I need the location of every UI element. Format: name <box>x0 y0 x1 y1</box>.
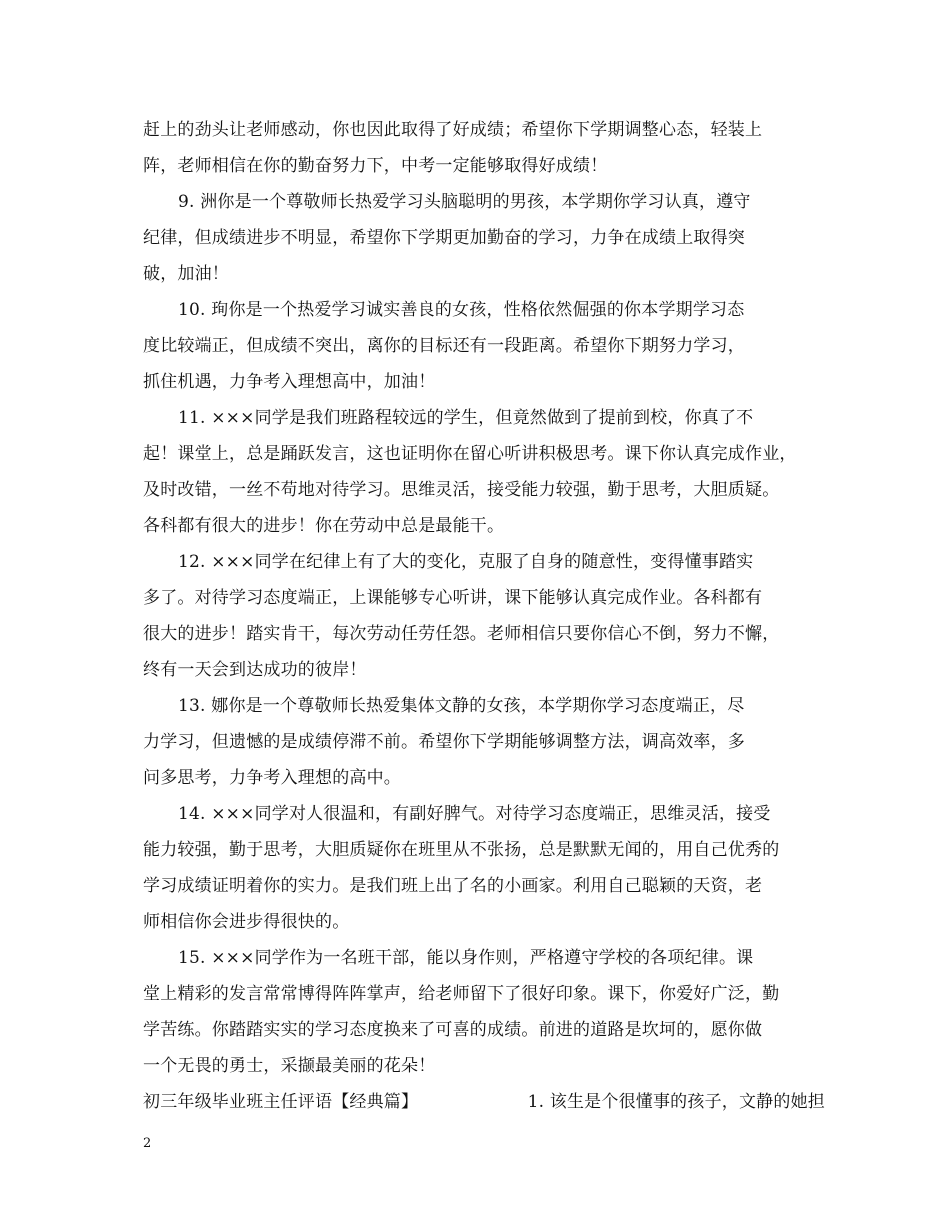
paragraph-line: 纪律，但成绩进步不明显，希望你下学期更加勤奋的学习，力争在成绩上取得突 <box>143 228 745 248</box>
paragraph-line: 破，加油！ <box>143 264 229 284</box>
paragraph-line: 学苦练。你踏踏实实的学习态度换来了可喜的成绩。前进的道路是坎坷的，愿你做 <box>143 1020 763 1040</box>
paragraph-line: 12. ×××同学在纪律上有了大的变化，克服了自身的随意性，变得懂事踏实 <box>178 552 754 572</box>
section-heading-line <box>143 1084 825 1120</box>
paragraph-line: 起！课堂上，总是踊跃发言，这也证明你在留心听讲积极思考。课下你认真完成作业， <box>143 444 797 464</box>
page-number: 2 <box>143 1136 152 1151</box>
paragraph-line: 很大的进步！踏实肯干，每次劳动任劳任怨。老师相信只要你信心不倒，努力不懈， <box>143 624 780 644</box>
paragraph-line: 10. 珣你是一个热爱学习诚实善良的女孩，性格依然倔强的你本学期学习态 <box>178 300 745 320</box>
section-heading-continuation: 1. 该生是个很懂事的孩子，文静的她担 <box>527 1092 825 1112</box>
paragraph-line: 度比较端正，但成绩不突出，离你的目标还有一段距离。希望你下期努力学习， <box>143 336 745 356</box>
paragraph-line: 14. ×××同学对人很温和，有副好脾气。对待学习态度端正，思维灵活，接受 <box>178 804 771 824</box>
section-heading: 初三年级毕业班主任评语【经典篇】 <box>143 1092 419 1112</box>
paragraph-line: 各科都有很大的进步！你在劳动中总是最能干。 <box>143 516 505 536</box>
paragraph-line: 力学习，但遗憾的是成绩停滞不前。希望你下学期能够调整方法，调高效率，多 <box>143 732 745 752</box>
paragraph-line: 一个无畏的勇士，采撷最美丽的花朵！ <box>143 1056 436 1076</box>
paragraph-line: 13. 娜你是一个尊敬师长热爱集体文静的女孩，本学期你学习态度端正，尽 <box>178 696 745 716</box>
paragraph-line: 赶上的劲头让老师感动，你也因此取得了好成绩；希望你下学期调整心态，轻装上 <box>143 120 763 140</box>
paragraph-line: 问多思考，力争考入理想的高中。 <box>143 768 401 788</box>
paragraph-line: 及时改错，一丝不苟地对待学习。思维灵活，接受能力较强，勤于思考，大胆质疑。 <box>143 480 780 500</box>
paragraph-line: 11. ×××同学是我们班路程较远的学生，但竟然做到了提前到校，你真了不 <box>178 408 754 428</box>
paragraph-line: 15. ×××同学作为一名班干部，能以身作则，严格遵守学校的各项纪律。课 <box>178 948 754 968</box>
paragraph-line: 师相信你会进步得很快的。 <box>143 912 350 932</box>
document-page <box>143 112 825 1120</box>
paragraph-line: 多了。对待学习态度端正，上课能够专心听讲，课下能够认真完成作业。各科都有 <box>143 588 763 608</box>
paragraph-line: 终有一天会到达成功的彼岸！ <box>143 660 367 680</box>
paragraph-line: 9. 洲你是一个尊敬师长热爱学习头脑聪明的男孩，本学期你学习认真，遵守 <box>178 192 751 212</box>
paragraph-line: 阵，老师相信在你的勤奋努力下，中考一定能够取得好成绩！ <box>143 156 608 176</box>
paragraph-line: 堂上精彩的发言常常博得阵阵掌声，给老师留下了很好印象。课下，你爱好广泛，勤 <box>143 984 780 1004</box>
paragraph-line: 能力较强，勤于思考，大胆质疑你在班里从不张扬，总是默默无闻的，用自己优秀的 <box>143 840 780 860</box>
paragraph-line: 抓住机遇，力争考入理想高中，加油！ <box>143 372 436 392</box>
paragraph-line: 学习成绩证明着你的实力。是我们班上出了名的小画家。利用自己聪颖的天资，老 <box>143 876 763 896</box>
